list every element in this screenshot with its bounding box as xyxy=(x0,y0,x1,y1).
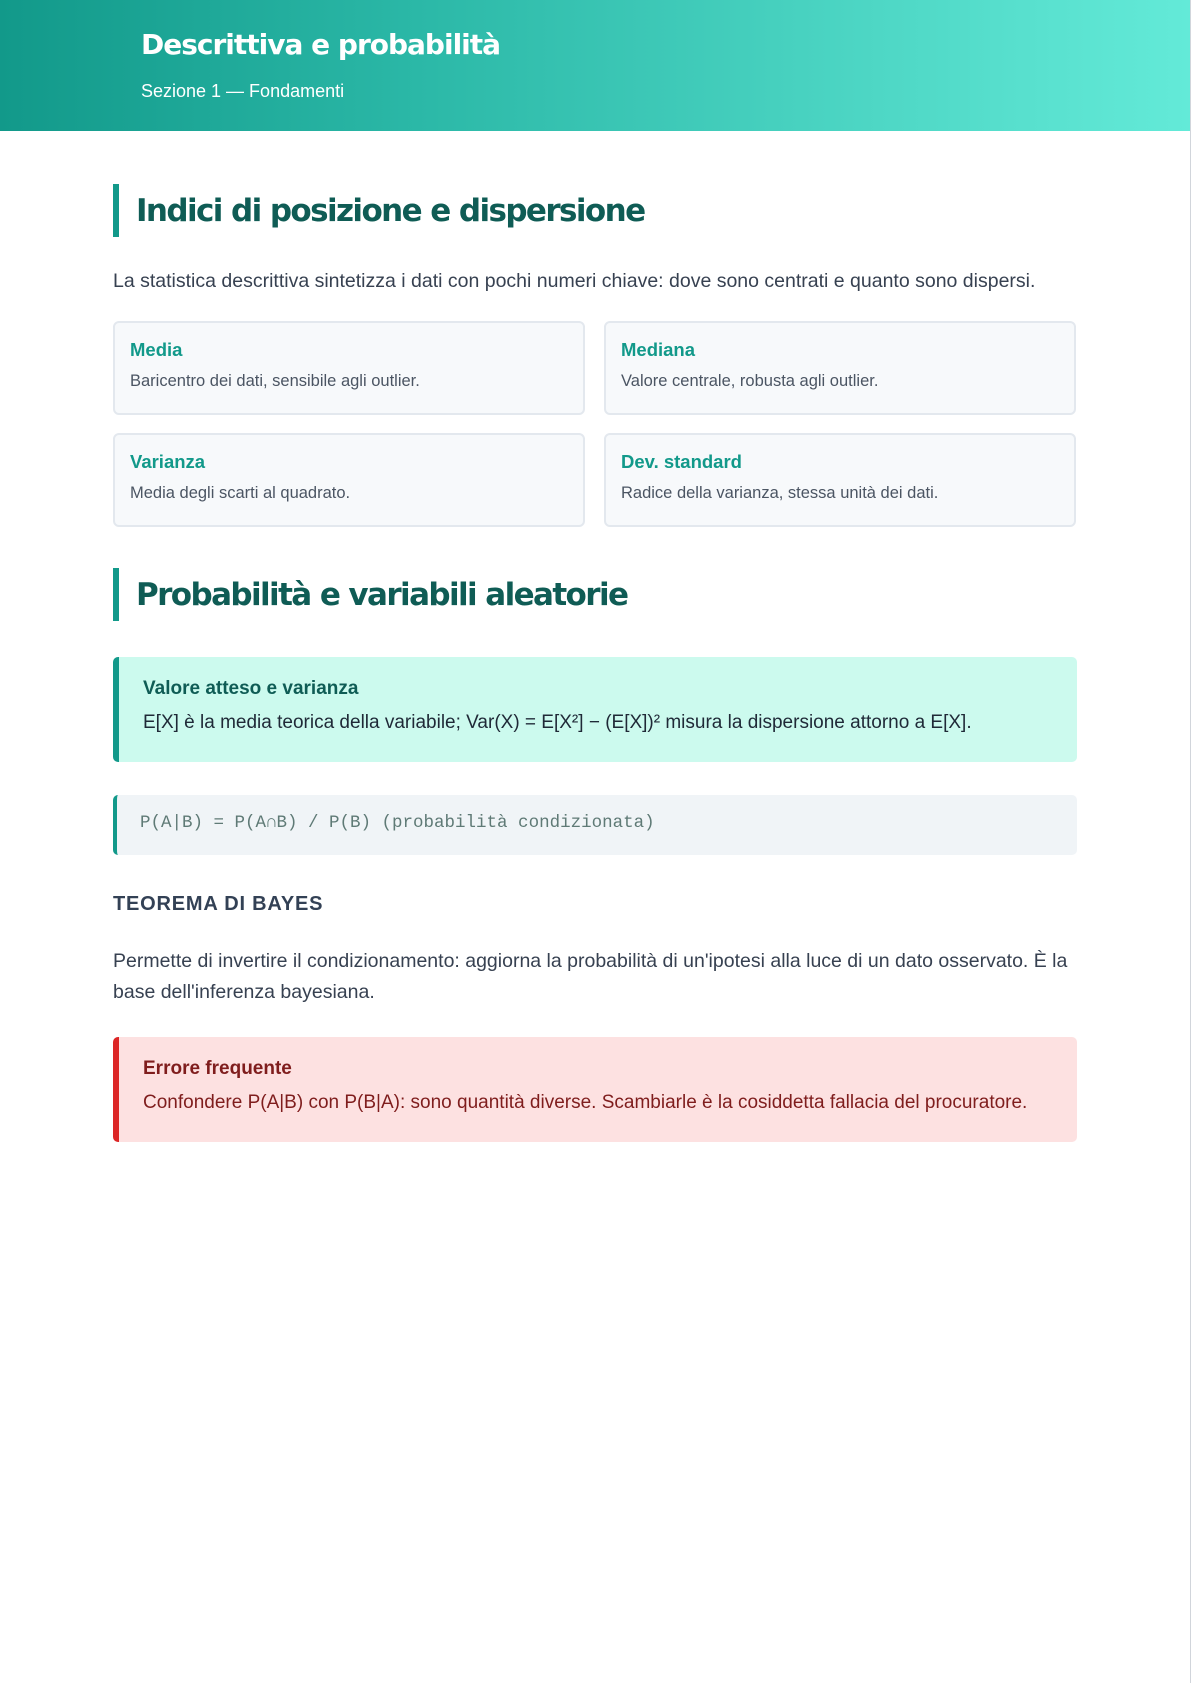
concept-cards-grid xyxy=(113,321,1077,527)
document-title: Descrittiva e probabilità xyxy=(141,28,501,61)
card-title: Dev. standard xyxy=(621,451,742,472)
section-heading-indici: Indici di posizione e dispersione xyxy=(113,184,1077,237)
card-description: Media degli scarti al quadrato. xyxy=(130,484,351,502)
card-media xyxy=(113,321,585,415)
intro-paragraph: La statistica descrittiva sintetizza i dati con pochi numeri chiave: dove sono centrati e quanto sono dispersi. xyxy=(113,270,1036,292)
warning-callout xyxy=(113,1037,1077,1142)
card-dev-standard xyxy=(604,433,1076,527)
bayes-paragraph: Permette di invertire il condizionamento: aggiorna la probabilità di un'ipotesi alla luce di un dato osservato. È la base dell'inferenza bayesiana. xyxy=(113,950,1068,1003)
info-callout xyxy=(113,657,1077,762)
card-description: Radice della varianza, stessa unità dei dati. xyxy=(621,484,939,502)
card-title: Mediana xyxy=(621,339,696,360)
card-title: Varianza xyxy=(130,451,206,472)
card-mediana xyxy=(604,321,1076,415)
warning-callout-title: Errore frequente xyxy=(143,1058,292,1079)
document-subtitle: Sezione 1 — Fondamenti xyxy=(141,81,345,101)
main-content xyxy=(113,131,1077,1142)
bayes-heading: TEOREMA DI BAYES xyxy=(113,893,324,915)
formula-code-block: P(A|B) = P(A∩B) / P(B) (probabilità condizionata) xyxy=(113,795,1077,855)
card-varianza xyxy=(113,433,585,527)
warning-callout-body: Confondere P(A|B) con P(B|A): sono quantità diverse. Scambiarle è la cosiddetta fallacia del procuratore. xyxy=(143,1092,1028,1113)
section-heading-probabilita: Probabilità e variabili aleatorie xyxy=(113,568,1077,621)
info-callout-title: Valore atteso e varianza xyxy=(143,678,359,699)
info-callout-body: E[X] è la media teorica della variabile; Var(X) = E[X²] − (E[X])² misura la dispersione attorno a E[X]. xyxy=(143,712,972,733)
card-title: Media xyxy=(130,339,183,360)
page-header xyxy=(0,0,1191,131)
card-description: Valore centrale, robusta agli outlier. xyxy=(621,372,879,390)
card-description: Baricentro dei dati, sensibile agli outlier. xyxy=(130,372,420,390)
